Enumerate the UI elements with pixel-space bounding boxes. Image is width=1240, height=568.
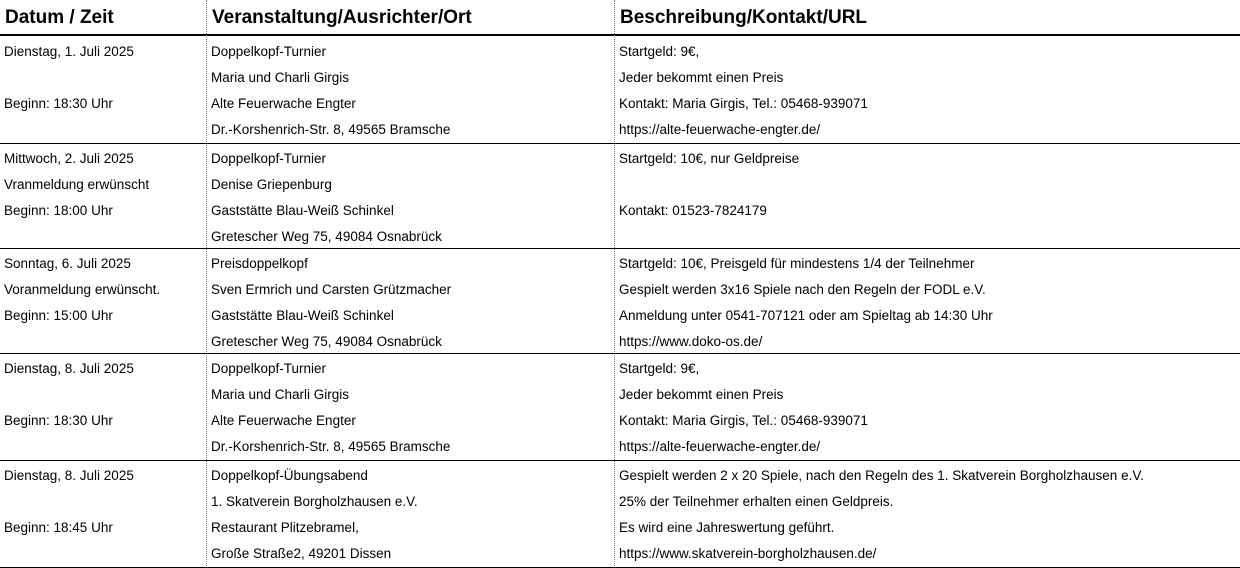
event-cell: Dr.-Korshenrich-Str. 8, 49565 Bramsche [211, 439, 451, 454]
event-cell: Doppelkopf-Turnier [211, 44, 327, 59]
event-cell: Denise Griepenburg [211, 177, 332, 192]
description-cell: 25% der Teilnehmer erhalten einen Geldpreis. [619, 494, 894, 509]
date-cell: Beginn: 18:00 Uhr [4, 203, 113, 218]
date-cell: Beginn: 18:45 Uhr [4, 520, 113, 535]
url-link[interactable]: https://alte-feuerwache-engter.de/ [619, 439, 821, 454]
description-cell: Startgeld: 10€, nur Geldpreise [619, 151, 800, 166]
event-cell: Maria und Charli Girgis [211, 387, 350, 402]
event-cell: Gaststätte Blau-Weiß Schinkel [211, 203, 394, 218]
description-cell: Kontakt: Maria Girgis, Tel.: 05468-939071 [619, 413, 868, 428]
date-cell [0, 382, 206, 408]
table-row [0, 37, 1240, 144]
description-cell: Kontakt: 01523-7824179 [619, 203, 767, 218]
event-cell: Alte Feuerwache Engter [211, 96, 356, 111]
description-cell: Es wird eine Jahreswertung geführt. [619, 520, 835, 535]
description-cell: Jeder bekommt einen Preis [619, 387, 784, 402]
event-cell: Dr.-Korshenrich-Str. 8, 49565 Bramsche [211, 122, 451, 137]
date-cell: Vranmeldung erwünscht [4, 177, 150, 192]
event-cell: Preisdoppelkopf [211, 256, 308, 271]
event-cell: Gaststätte Blau-Weiß Schinkel [211, 308, 394, 323]
description-cell: Startgeld: 9€, [619, 361, 700, 376]
description-cell: Gespielt werden 2 x 20 Spiele, nach den Regeln des 1. Skatverein Borgholzhausen e.V. [619, 468, 1144, 483]
date-cell: Beginn: 18:30 Uhr [4, 96, 113, 111]
table-row [0, 249, 1240, 354]
date-cell: Dienstag, 8. Juli 2025 [4, 468, 134, 483]
event-cell: Sven Ermrich und Carsten Grützmacher [211, 282, 452, 297]
date-cell [0, 65, 206, 91]
date-cell: Beginn: 15:00 Uhr [4, 308, 113, 323]
date-cell [0, 224, 206, 250]
event-cell: Große Straße2, 49201 Dissen [211, 546, 392, 561]
table-header [0, 0, 1240, 36]
header-event: Veranstaltung/Ausrichter/Ort [212, 7, 472, 28]
date-cell [0, 329, 206, 355]
description-cell: Startgeld: 10€, Preisgeld für mindestens 1/4 der Teilnehmer [619, 256, 975, 271]
date-cell [0, 117, 206, 143]
description-cell: Gespielt werden 3x16 Spiele nach den Regeln der FODL e.V. [619, 282, 986, 297]
description-cell [615, 172, 1240, 198]
date-cell [0, 434, 206, 460]
description-cell: Startgeld: 9€, [619, 44, 700, 59]
description-cell [615, 224, 1240, 250]
table-row [0, 144, 1240, 249]
date-cell: Beginn: 18:30 Uhr [4, 413, 113, 428]
event-cell: Restaurant Plitzebramel, [211, 520, 359, 535]
event-cell: Alte Feuerwache Engter [211, 413, 356, 428]
date-cell: Dienstag, 8. Juli 2025 [4, 361, 134, 376]
event-cell: Maria und Charli Girgis [211, 70, 350, 85]
date-cell: Mittwoch, 2. Juli 2025 [4, 151, 134, 166]
event-cell: Doppelkopf-Übungsabend [211, 468, 368, 483]
url-link[interactable]: https://www.skatverein-borgholzhausen.de/ [619, 546, 877, 561]
event-cell: Gretescher Weg 75, 49084 Osnabrück [211, 229, 442, 244]
description-cell: Anmeldung unter 0541-707121 oder am Spieltag ab 14:30 Uhr [619, 308, 993, 323]
description-cell: Jeder bekommt einen Preis [619, 70, 784, 85]
event-cell: Doppelkopf-Turnier [211, 151, 327, 166]
date-cell [0, 489, 206, 515]
date-cell: Voranmeldung erwünscht. [4, 282, 161, 297]
date-cell: Sonntag, 6. Juli 2025 [4, 256, 131, 271]
event-cell: 1. Skatverein Borgholzhausen e.V. [211, 494, 418, 509]
url-link[interactable]: https://alte-feuerwache-engter.de/ [619, 122, 821, 137]
table-row [0, 461, 1240, 568]
description-cell: Kontakt: Maria Girgis, Tel.: 05468-939071 [619, 96, 868, 111]
event-cell: Doppelkopf-Turnier [211, 361, 327, 376]
url-link[interactable]: https://www.doko-os.de/ [619, 334, 763, 349]
table-row [0, 354, 1240, 461]
header-description: Beschreibung/Kontakt/URL [620, 7, 868, 28]
date-cell: Dienstag, 1. Juli 2025 [4, 44, 134, 59]
event-cell: Gretescher Weg 75, 49084 Osnabrück [211, 334, 442, 349]
header-date: Datum / Zeit [5, 7, 114, 28]
date-cell [0, 541, 206, 567]
